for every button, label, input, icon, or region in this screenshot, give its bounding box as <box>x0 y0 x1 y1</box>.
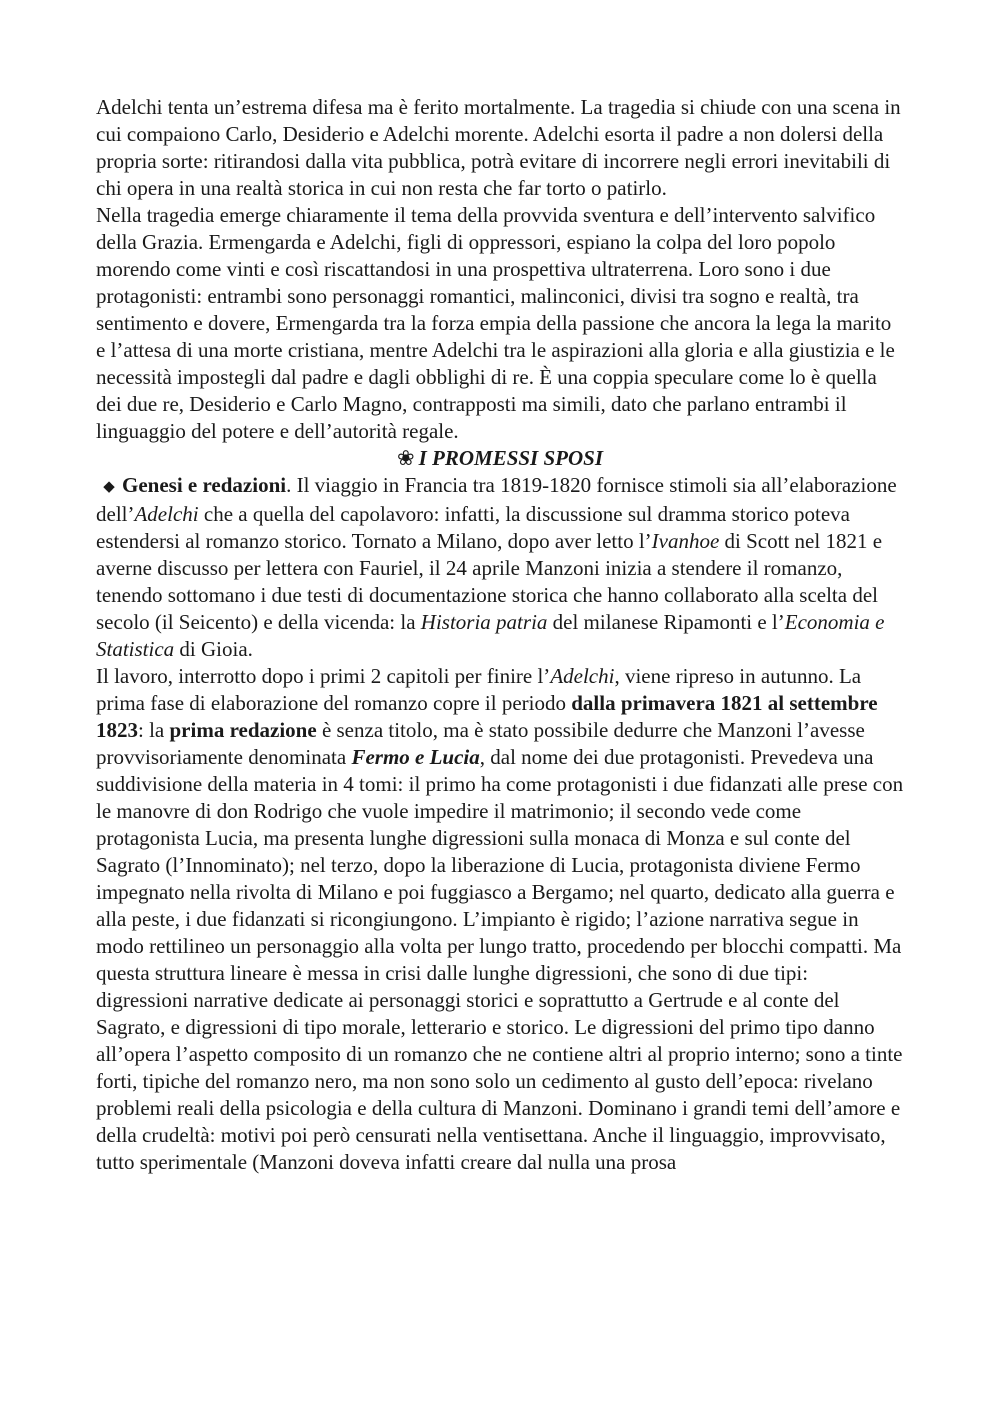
text-run: , dal nome dei due protagonisti. Prevedeva una suddivisione della materia in 4 tomi: il primo ha come protagonisti i due fidanzati alle prese con le manovre di don Rodrigo che vuole impedire il matrimonio; il secondo vede come protagonista Lucia, ma presenta lunghe digressioni sulla monaca di Monza e sul conte del Sagrato (l’Innominato); nel terzo, dopo la liberazione di Lucia, protagonista diviene Fermo impegnato nella rivolta di Milano e poi fuggiasco a Bergamo; nel quarto, dedicato alla guerra e alla peste, i due fidanzati si ricongiungono. L’impianto è rigido; l’azione narrativa segue in modo rettilineo un personaggio alla volta per lungo tratto, procedendo per blocchi compatti. Ma questa struttura lineare è messa in crisi dalle lunghe digressioni, che sono di due tipi: digressioni narrative dedicate ai personaggi storici e soprattutto a Gertrude e al conte del Sagrato, e digressioni di tipo morale, letterario e storico. Le digressioni del primo tipo danno all’opera l’aspetto composito di un romanzo che ne contiene altri al proprio interno; sono a tinte forti, tipiche del romanzo nero, ma non sono solo un cedimento al gusto dell’epoca: rivelano problemi reali della psicologia e della cultura di Manzoni. Dominano i grandi temi dell’amore e della crudeltà: motivi poi però censurati nella ventisettana. Anche il linguaggio, improvvisato, tutto sperimentale (Manzoni doveva infatti creare dal nulla una prosa <box>96 745 904 1174</box>
text-run: del milanese Ripamonti e l’ <box>547 610 785 634</box>
italic-title: Ivanhoe <box>651 529 720 553</box>
section-title: I PROMESSI SPOSI <box>418 446 603 470</box>
paragraph-text: Nella tragedia emerge chiaramente il tema della provvida sventura e dell’intervento salvifico della Grazia. Ermengarda e Adelchi, figli di oppressori, espiano la colpa del loro popolo morendo come vinti e così riscattandosi in una prospettiva ultraterrena. Loro sono i due protagonisti: entrambi sono personaggi romantici, malinconici, divisi tra sogno e realtà, tra sentimento e dovere, Ermengarda tra la forza empia della passione che ancora la lega la marito e l’attesa di una morte cristiana, mentre Adelchi tra le aspirazioni alla gloria e alla giustizia e le necessità impostegli dal padre e dagli obblighi di re. È una coppia speculare come lo è quella dei due re, Desiderio e Carlo Magno, contrapposti ma simili, dato che parlano entrambi il linguaggio del potere e dell’autorità regale. <box>96 203 895 443</box>
flower-icon: ❀ <box>396 446 415 470</box>
text-run: di Scott nel 1821 e averne discusso per lettera con Fauriel, il 24 aprile Manzoni inizia a stendere il romanzo, tenendo sottomano i due testi di documentazione storica che hanno collaborato alla scelta del secolo (il Seicento) e della vicenda: la <box>96 529 883 634</box>
paragraph-genesi <box>96 472 904 663</box>
diamond-bullet-icon: ◆ <box>103 479 115 495</box>
text-run: è senza titolo, ma è stato possibile dedurre che Manzoni l’avesse provvisoriamente denominata <box>96 718 865 769</box>
italic-title: Adelchi <box>550 664 615 688</box>
paragraph-prima-redazione <box>96 663 904 1176</box>
paragraph-text: Adelchi tenta un’estrema difesa ma è ferito mortalmente. La tragedia si chiude con una scena in cui compaiono Carlo, Desiderio e Adelchi morente. Adelchi esorta il padre a non dolersi della propria sorte: ritirandosi dalla vita pubblica, potrà evitare di incorrere negli errori inevitabili di chi opera in una realtà storica in cui non resta che far torto o patirlo. <box>96 95 901 200</box>
italic-title: Historia patria <box>420 610 548 634</box>
section-heading <box>96 445 904 472</box>
italic-title: Adelchi <box>134 502 199 526</box>
text-run: , viene ripreso in autunno. La prima fase di elaborazione del romanzo copre il periodo <box>96 664 862 715</box>
paragraph-provvida-sventura <box>96 202 904 445</box>
text-run: : la <box>138 718 170 742</box>
paragraph-adelchi-ending <box>96 94 904 202</box>
text-run: di Gioia. <box>174 637 253 661</box>
italic-title: Economia e Statistica <box>96 610 885 661</box>
text-run: che a quella del capolavoro: infatti, la discussione sul dramma storico poteva estendersi al romanzo storico. Tornato a Milano, dopo aver letto l’ <box>96 502 851 553</box>
bold-run: prima redazione <box>169 718 317 742</box>
bold-run: dalla primavera 1821 al settembre 1823 <box>96 691 878 742</box>
bold-italic-title: Fermo e Lucia <box>351 745 480 769</box>
bold-label: Genesi e redazioni <box>122 473 287 497</box>
text-run: . Il viaggio in Francia tra 1819-1820 fornisce stimoli sia all’elaborazione dell’ <box>96 473 897 526</box>
text-run: Il lavoro, interrotto dopo i primi 2 capitoli per finire l’ <box>96 664 551 688</box>
